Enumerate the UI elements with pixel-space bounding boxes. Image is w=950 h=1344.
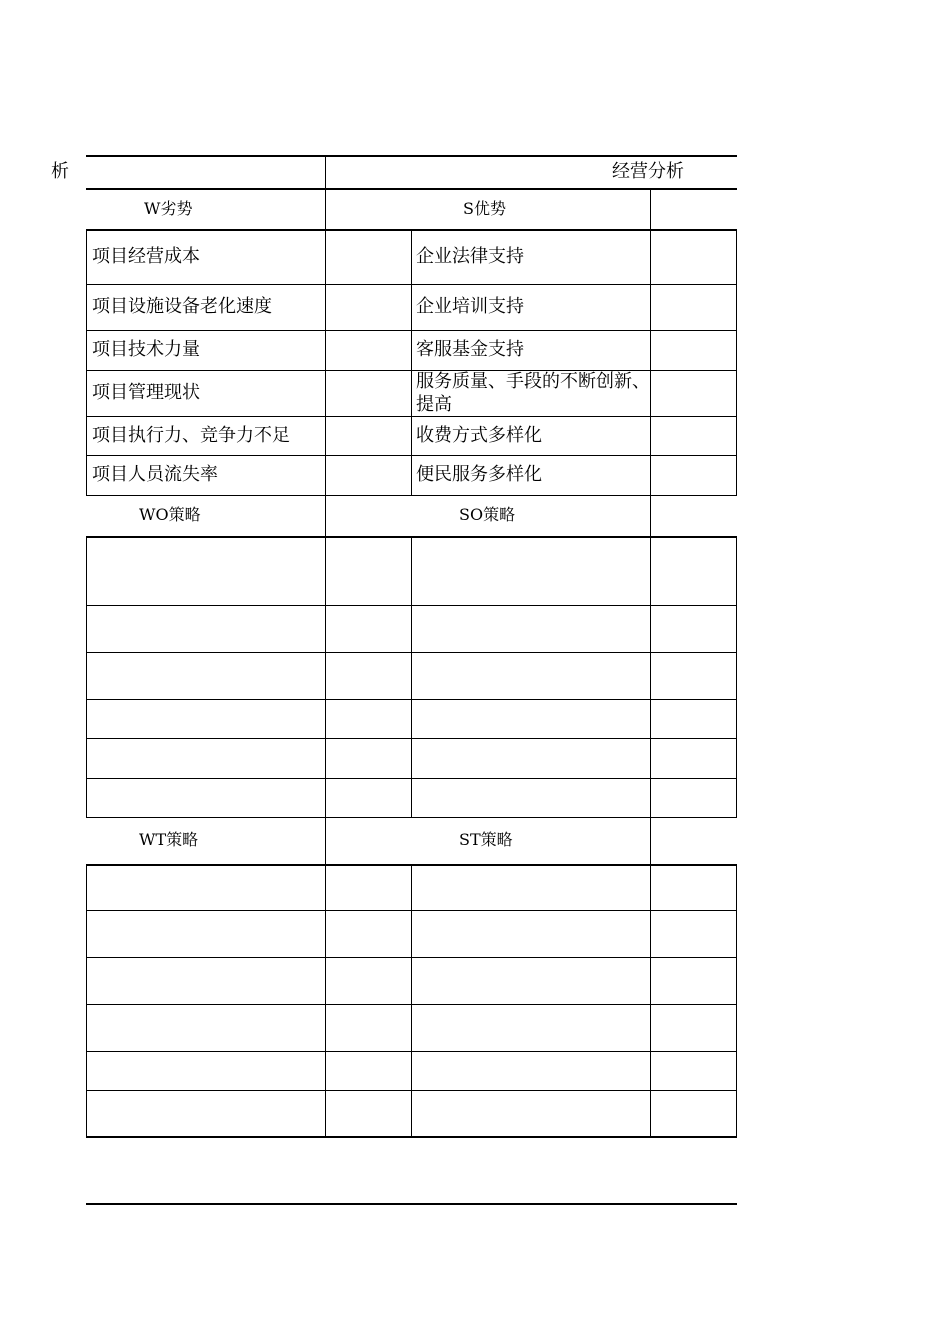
header2-divider-right bbox=[650, 496, 651, 537]
page-title: 经营分析 bbox=[612, 161, 684, 182]
weakness-header: W劣势 bbox=[144, 199, 193, 218]
grid2-col bbox=[411, 536, 412, 818]
grid1-col bbox=[325, 229, 326, 496]
wt-strategy-header: WT策略 bbox=[139, 830, 199, 849]
strength-item: 收费方式多样化 bbox=[416, 425, 542, 446]
header1-divider bbox=[325, 189, 326, 230]
strength-item: 企业法律支持 bbox=[416, 246, 524, 267]
grid2-col bbox=[650, 536, 651, 818]
title-divider bbox=[325, 156, 326, 189]
grid3-col bbox=[736, 864, 737, 1137]
strength-item: 便民服务多样化 bbox=[416, 464, 542, 485]
strength-item: 客服基金支持 bbox=[416, 339, 524, 360]
strength-item: 服务质量、手段的不断创新、提高 bbox=[416, 371, 650, 415]
weakness-item: 项目管理现状 bbox=[92, 382, 200, 403]
grid1-col bbox=[736, 229, 737, 496]
grid2-col bbox=[325, 536, 326, 818]
header3-divider-right bbox=[650, 818, 651, 865]
weakness-item: 项目技术力量 bbox=[92, 339, 200, 360]
weakness-item: 项目设施设备老化速度 bbox=[92, 296, 272, 317]
title-bottom-border bbox=[86, 188, 737, 190]
grid3-col bbox=[650, 864, 651, 1137]
grid3-col bbox=[325, 864, 326, 1137]
so-strategy-header: SO策略 bbox=[459, 505, 516, 524]
header3-divider bbox=[325, 818, 326, 865]
weakness-item: 项目人员流失率 bbox=[92, 464, 218, 485]
grid1-col bbox=[411, 229, 412, 496]
header2-divider bbox=[325, 496, 326, 537]
table-top-border bbox=[86, 155, 737, 157]
grid3-col bbox=[86, 864, 87, 1137]
footer-line bbox=[86, 1203, 737, 1205]
weakness-item: 项目执行力、竞争力不足 bbox=[92, 425, 290, 446]
strength-header: S优势 bbox=[463, 199, 506, 218]
weakness-item: 项目经营成本 bbox=[92, 246, 200, 267]
grid2-col bbox=[86, 536, 87, 818]
strength-item: 企业培训支持 bbox=[416, 296, 524, 317]
grid1-col bbox=[86, 229, 87, 496]
header1-divider-right bbox=[650, 189, 651, 230]
st-strategy-header: ST策略 bbox=[459, 830, 513, 849]
wo-strategy-header: WO策略 bbox=[139, 505, 201, 524]
grid1-col bbox=[650, 229, 651, 496]
grid3-col bbox=[411, 864, 412, 1137]
grid2-col bbox=[736, 536, 737, 818]
left-edge-text: 析 bbox=[51, 161, 69, 182]
